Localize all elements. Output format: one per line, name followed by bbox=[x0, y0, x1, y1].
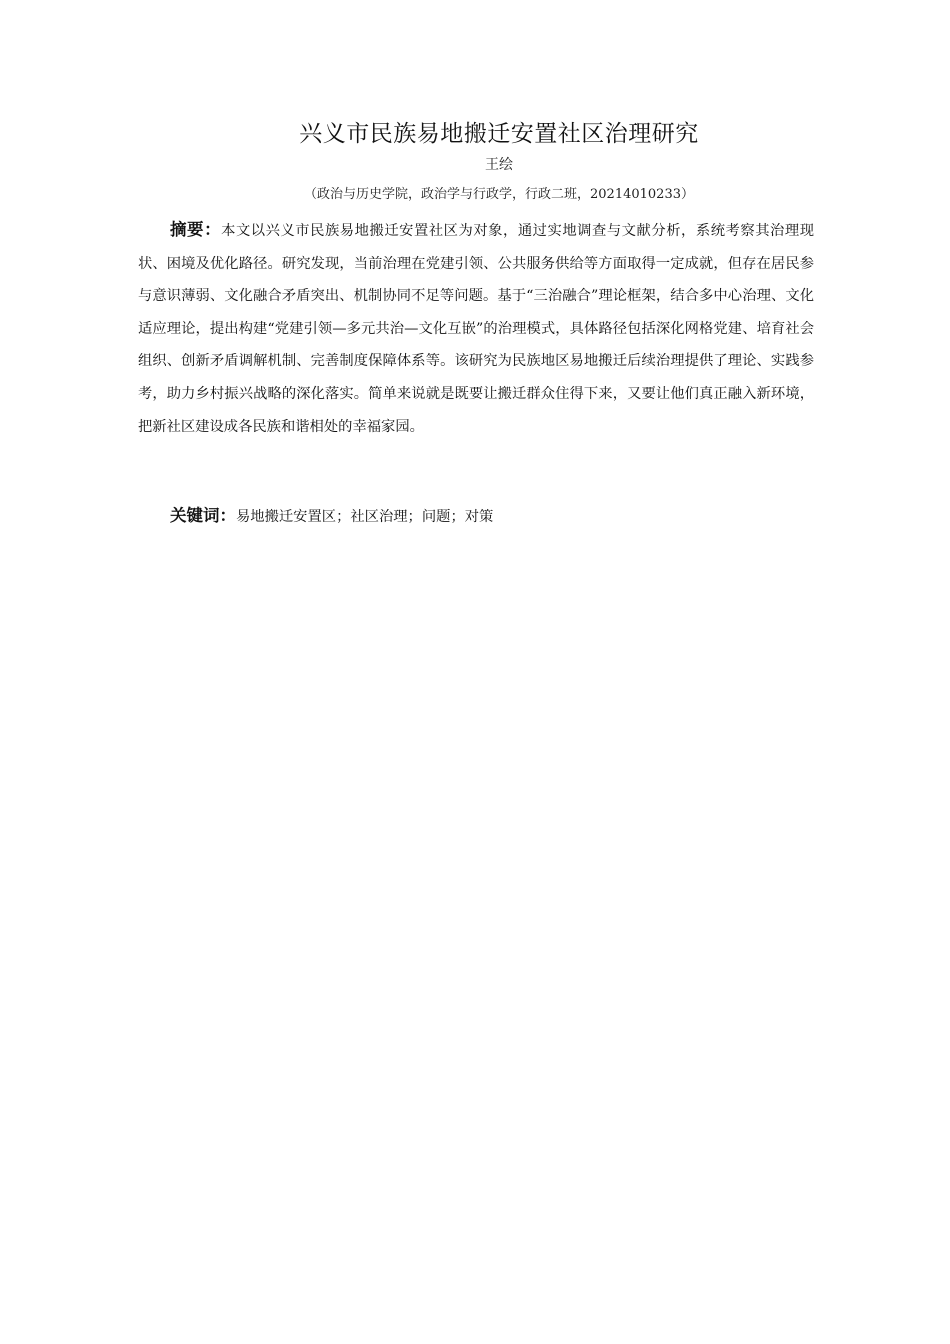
author-affiliation: （政治与历史学院，政治学与行政学，行政二班，20214010233） bbox=[304, 187, 694, 202]
keywords-label: 关键词： bbox=[170, 506, 236, 525]
keywords-text: 易地搬迁安置区；社区治理；问题；对策 bbox=[236, 509, 494, 525]
abstract-label: 摘要： bbox=[170, 220, 222, 239]
paper-author: 王绘 bbox=[485, 157, 513, 173]
abstract-text: 本文以兴义市民族易地搬迁安置社区为对象，通过实地调查与文献分析，系统考察其治理现状、困境及优化路径。研究发现，当前治理在党建引领、公共服务供给等方面取得一定成就，但存在居民参与意识薄弱、文化融合矛盾突出、机制协同不足等问题。基于“三治融合”理论框架，结合多中心治理、文化适应理论，提出构建“党建引领—多元共治—文化互嵌”的治理模式，具体路径包括深化网格党建、培育社会组织、创新矛盾调解机制、完善制度保障体系等。该研究为民族地区易地搬迁后续治理提供了理论、实践参考，助力乡村振兴战略的深化落实。简单来说就是既要让搬迁群众住得下来，又要让他们真正融入新环境，把新社区建设成各民族和谐相处的幸福家园。 bbox=[138, 223, 815, 435]
abstract-paragraph bbox=[138, 214, 814, 443]
keywords-line bbox=[170, 500, 810, 533]
paper-title: 兴义市民族易地搬迁安置社区治理研究 bbox=[299, 121, 699, 147]
